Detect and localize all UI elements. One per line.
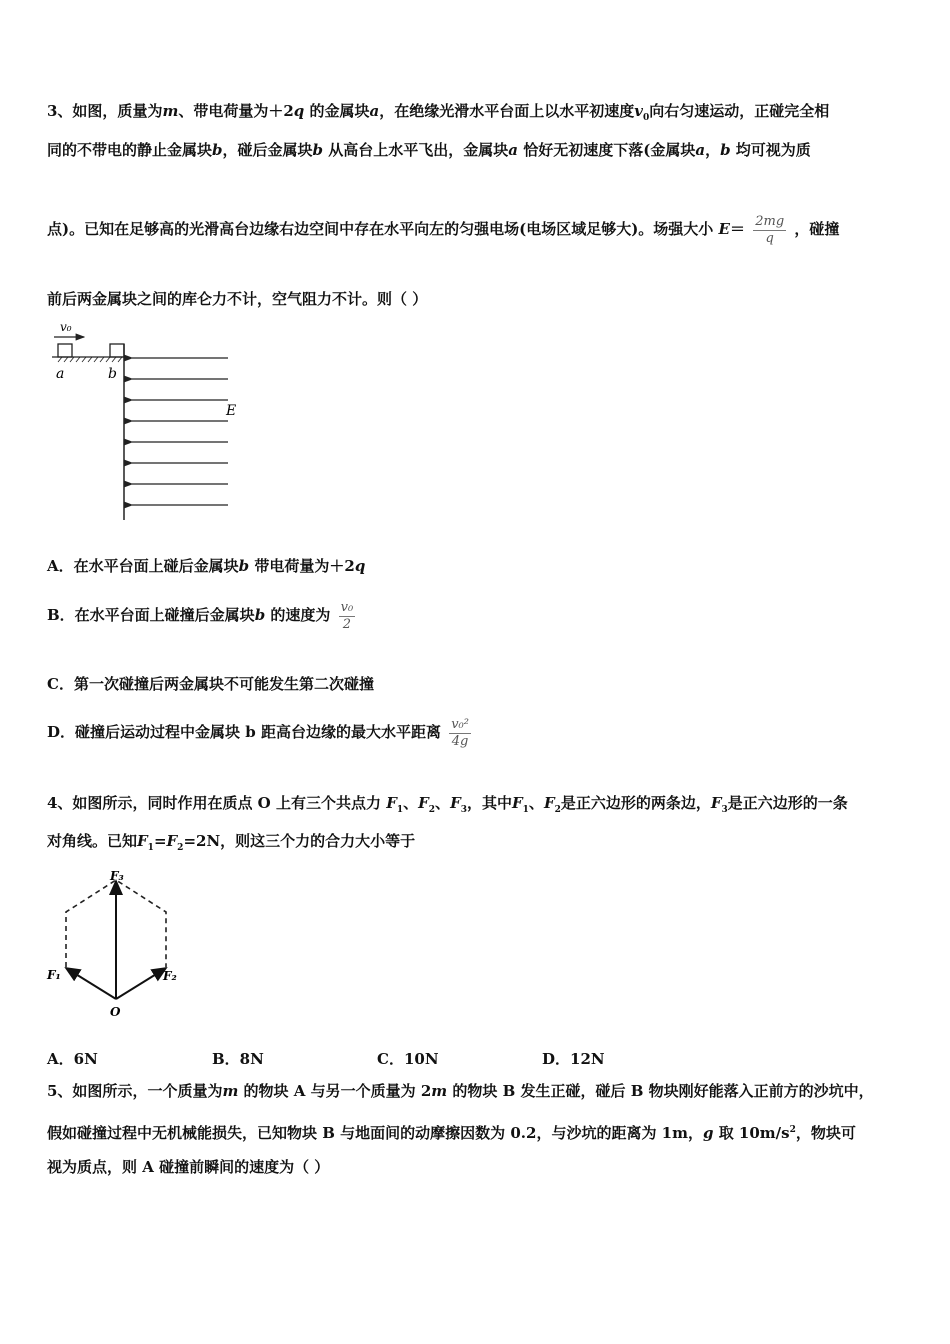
q4-line-2: 对角线。已知$F_1=F_2=2N$，则这三个力的合力大小等于	[47, 832, 416, 853]
label-E: E	[226, 403, 237, 419]
q5-line-2: 假如碰撞过程中无机械能损失，已知物块 B 与地面间的动摩擦因数为 0.2，与沙坑的距离为 1m，g 取 $10m/s^2$，物块可	[47, 1124, 856, 1142]
q5-line-3: 视为质点，则 A 碰撞前瞬间的速度为（ ）	[47, 1158, 330, 1176]
q3-option-b: B．在水平台面上碰撞后金属块b 的速度为 $\frac{\text{v₀}}{2}$	[47, 599, 354, 632]
label-a: a	[56, 366, 65, 382]
q4-option-b: B．8N	[212, 1050, 264, 1068]
q4-line-1: 4、如图所示，同时作用在质点 O 上有三个共点力 $F_1$、$F_2$、$F_3$，其中$F_1$、$F_2$是正六边形的两条边，$F_3$是正六边形的一条	[47, 794, 848, 815]
force-F1-arrow	[66, 968, 116, 999]
platform-hatching	[58, 357, 122, 362]
label-F3: F₃	[110, 869, 124, 883]
q4-option-a: A．6N	[47, 1050, 98, 1068]
q3-line-3: 点)。已知在足够高的光滑高台边缘右边空间中存在水平向左的匀强电场(电场区域足够大)。场强大小 E＝ $\frac{2mg}{q}$ ，碰撞	[47, 213, 840, 246]
field-strength-fraction: $\frac{2mg}{q}$	[755, 213, 785, 246]
v0-label: v₀	[60, 320, 72, 334]
force-F2-arrow	[116, 968, 166, 999]
q3-option-a: A．在水平台面上碰后金属块b 带电荷量为＋2q	[47, 557, 366, 575]
label-b: b	[108, 366, 117, 382]
q3-option-d: D．碰撞后运动过程中金属块 b 距高台边缘的最大水平距离 $\frac{\text{v₀²}}{4g}$	[47, 716, 469, 749]
option-b-fraction: $\frac{\text{v₀}}{2}$	[340, 599, 354, 632]
label-F2: F₂	[163, 969, 177, 983]
q3-line-4: 前后两金属块之间的库仑力不计，空气阻力不计。则（ ）	[47, 290, 428, 308]
q3-line-2: 同的不带电的静止金属块b，碰后金属块b 从高台上水平飞出，金属块a 恰好无初速度下落(金属块a，b 均可视为质	[47, 141, 811, 159]
block-a	[58, 344, 72, 357]
q4-option-c: C．10N	[377, 1050, 439, 1068]
q4-hexagon-figure	[44, 868, 194, 1018]
q3-line-1: 3、如图，质量为m、带电荷量为＋2q 的金属块a，在绝缘光滑水平台面上以水平初速度$v_0$向右匀速运动，正碰完全相	[47, 102, 830, 123]
block-b	[110, 344, 124, 357]
option-d-fraction: $\frac{\text{v₀²}}{4g}$	[451, 716, 469, 749]
q5-line-1: 5、如图所示，一个质量为m 的物块 A 与另一个质量为 2m 的物块 B 发生正碰，碰后 B 物块刚好能落入正前方的沙坑中，	[47, 1082, 874, 1100]
q4-option-d: D．12N	[542, 1050, 605, 1068]
field-lines	[132, 358, 228, 505]
q3-option-c: C．第一次碰撞后两金属块不可能发生第二次碰撞	[47, 675, 374, 693]
q3-figure	[48, 318, 248, 523]
label-O: O	[110, 1005, 121, 1018]
label-F1: F₁	[47, 968, 61, 982]
